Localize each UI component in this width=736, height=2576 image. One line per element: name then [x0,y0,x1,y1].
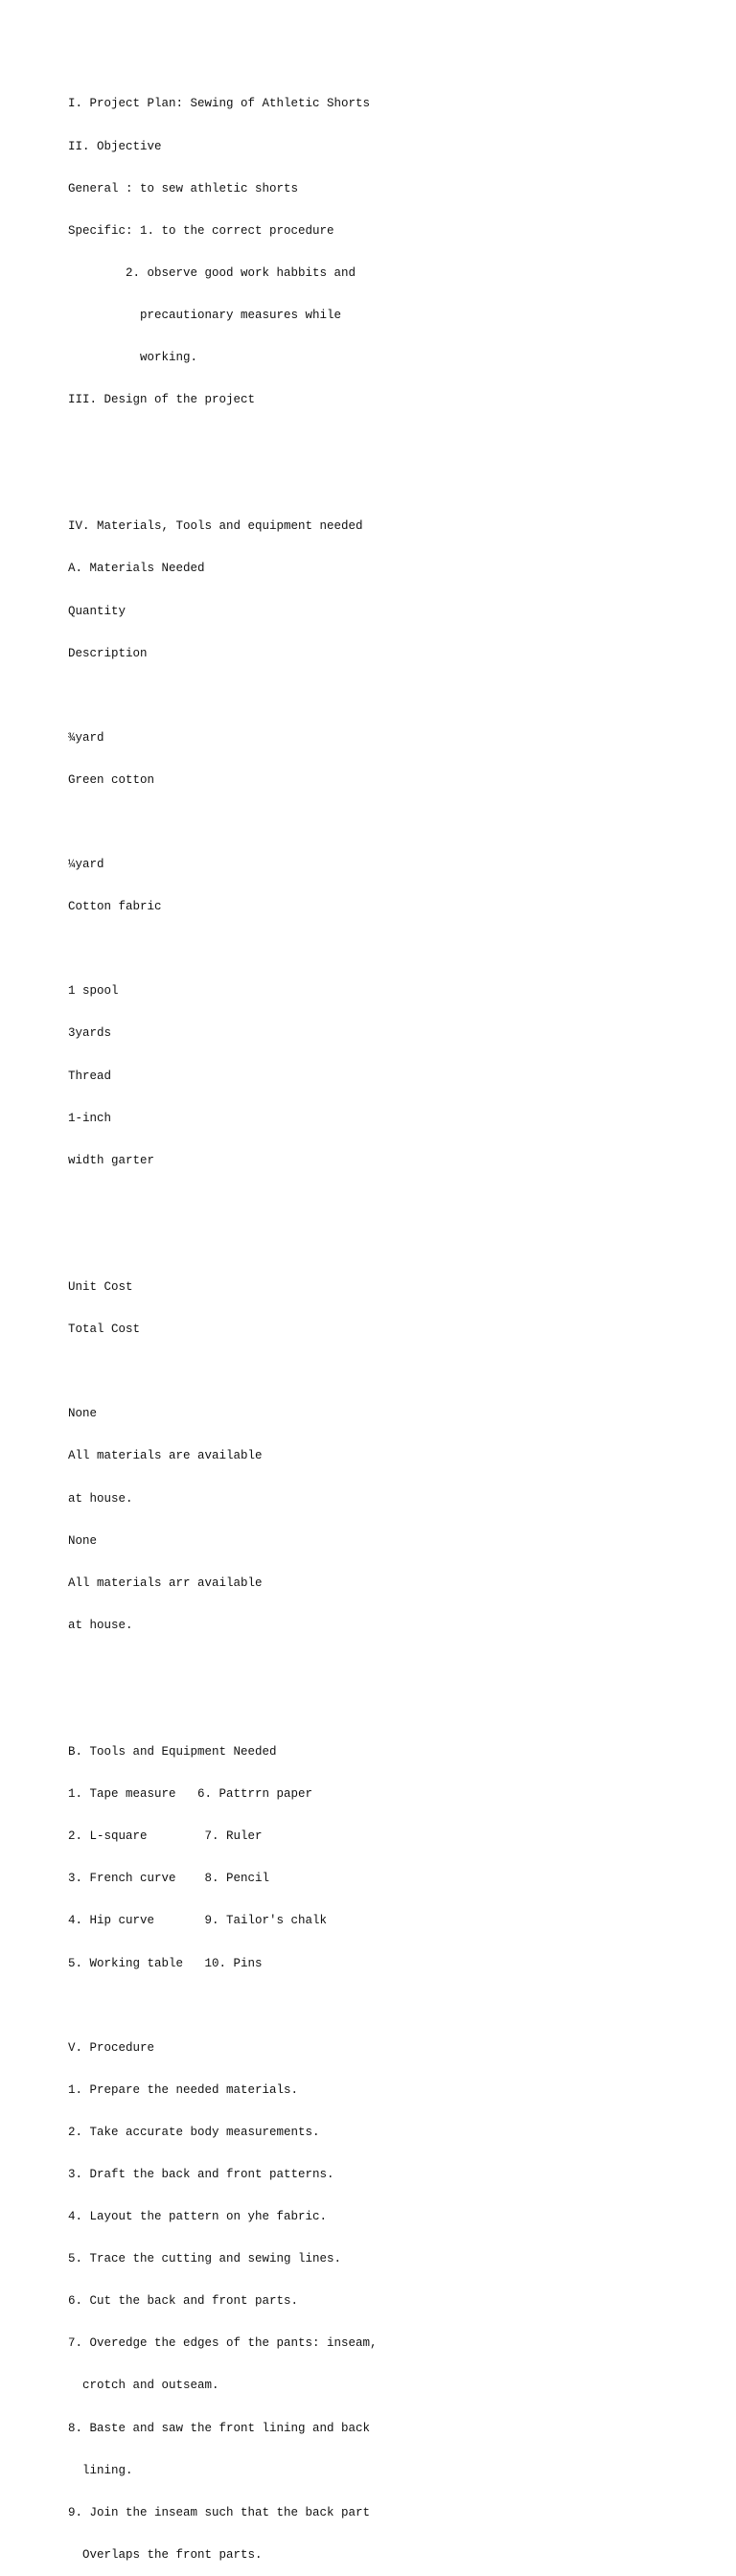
blank-line [68,1703,720,1717]
material-description: 1-inch [68,1111,112,1125]
blank-line [68,1196,720,1210]
cost-note: All materials are available [68,1449,263,1463]
blank-line [68,435,720,449]
column-header-quantity: Quantity [68,604,126,618]
column-header-description: Description [68,646,148,660]
procedure-step-cont: Overlaps the front parts. [68,2547,263,2562]
column-header-total-cost: Total Cost [68,1322,141,1337]
procedure-step-cont: crotch and outseam. [68,2379,219,2393]
procedure-step-cont: lining. [68,2463,133,2477]
blank-line [68,816,720,830]
material-quantity: ¾yard [68,730,104,745]
project-plan-heading: I. Project Plan: Sewing of Athletic Shorts [68,97,371,111]
cost-value: None [68,1407,98,1421]
tools-list-row: 1. Tape measure 6. Pattrrn paper [68,1787,313,1802]
procedure-step: 7. Overedge the edges of the pants: inseam, [68,2336,378,2351]
blank-line [68,1999,720,2013]
tools-list-row: 3. French curve 8. Pencil [68,1872,270,1886]
materials-needed-subheading: A. Materials Needed [68,562,205,576]
materials-heading: IV. Materials, Tools and equipment needed [68,519,363,534]
blank-line [68,942,720,956]
material-description: width garter [68,1153,155,1167]
blank-line [68,1365,720,1379]
objective-specific-2-cont: working. [68,350,198,364]
cost-value: None [68,1533,98,1548]
cost-note: at house. [68,1618,133,1632]
cost-note: at house. [68,1491,133,1506]
objective-specific-1: Specific: 1. to the correct procedure [68,223,334,238]
procedure-step: 2. Take accurate body measurements. [68,2125,320,2139]
material-description: Thread [68,1069,112,1083]
material-quantity: 1 spool [68,984,119,999]
procedure-step: 9. Join the inseam such that the back part [68,2505,371,2519]
objective-specific-2: 2. observe good work habbits and [68,265,356,280]
document-page [68,69,720,2576]
material-description: Green cotton [68,772,155,787]
procedure-step: 6. Cut the back and front parts. [68,2294,299,2309]
procedure-step: 5. Trace the cutting and sewing lines. [68,2252,342,2266]
procedure-step: 4. Layout the pattern on yhe fabric. [68,2210,328,2224]
material-description: Cotton fabric [68,900,162,914]
objective-heading: II. Objective [68,139,162,153]
tools-list-row: 2. L-square 7. Ruler [68,1829,263,1844]
tools-heading: B. Tools and Equipment Needed [68,1745,277,1760]
procedure-step: 1. Prepare the needed materials. [68,2082,299,2097]
tools-list-row: 5. Working table 10. Pins [68,1956,263,1970]
material-quantity: 3yards [68,1026,112,1041]
blank-line [68,477,720,492]
procedure-step: 3. Draft the back and front patterns. [68,2168,334,2181]
blank-line [68,1238,720,1253]
procedure-step: 8. Baste and saw the front lining and back [68,2421,371,2435]
blank-line [68,1661,720,1675]
tools-list-row: 4. Hip curve 9. Tailor's chalk [68,1914,328,1928]
design-heading: III. Design of the project [68,393,256,407]
procedure-heading: V. Procedure [68,2040,155,2055]
objective-general: General : to sew athletic shorts [68,181,299,196]
blank-line [68,689,720,703]
material-quantity: ¼yard [68,858,104,872]
cost-note: All materials arr available [68,1576,263,1590]
column-header-unit-cost: Unit Cost [68,1280,133,1295]
objective-specific-2-cont: precautionary measures while [68,308,342,322]
